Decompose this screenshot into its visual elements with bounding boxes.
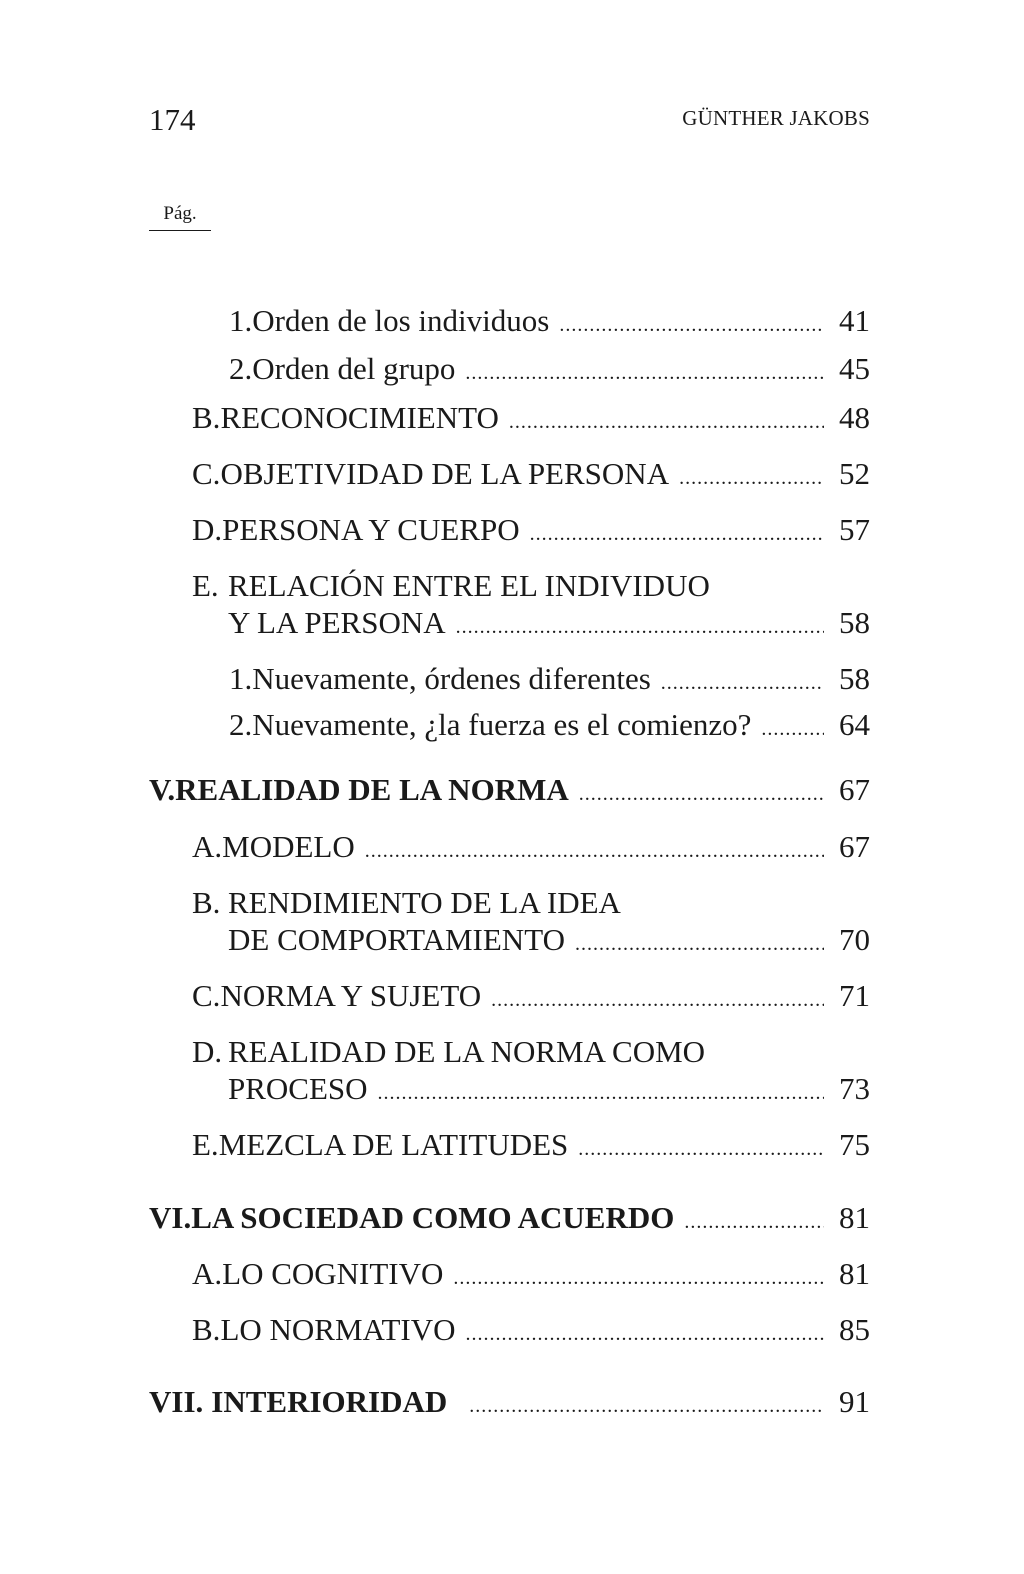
toc-entry — [192, 511, 870, 553]
toc-entry-title-line1: RENDIMIENTO DE LA IDEA — [228, 885, 621, 920]
toc-entry — [228, 1070, 870, 1112]
toc-entry-page: 85 — [839, 1312, 870, 1347]
toc-entry-page: 67 — [839, 772, 870, 807]
toc-entry-number: A. — [192, 829, 223, 864]
toc-entry-title: NORMA Y SUJETO — [220, 978, 482, 1013]
leader-dots — [378, 1074, 824, 1112]
leader-dots — [761, 710, 824, 748]
toc-entry-page: 58 — [839, 661, 870, 696]
toc-entry-number: C. — [192, 978, 221, 1013]
leader-dots — [365, 832, 824, 870]
page-number: 174 — [149, 102, 196, 137]
toc-entry-title: LO NORMATIVO — [220, 1312, 456, 1347]
toc-entry — [229, 660, 870, 702]
toc-entry-number: 2. — [229, 351, 253, 386]
toc-entry — [192, 1126, 870, 1168]
toc-entry — [229, 706, 870, 748]
leader-dots — [684, 1203, 824, 1241]
leader-dots — [679, 459, 824, 497]
toc-entry — [228, 921, 870, 963]
toc-entry-page: 57 — [839, 512, 870, 547]
leader-dots — [579, 775, 824, 813]
toc-chapter-entry — [149, 771, 870, 813]
toc-entry-title: MODELO — [222, 829, 355, 864]
toc-entry-page: 45 — [839, 351, 870, 386]
leader-dots — [456, 608, 824, 646]
toc-entry-number: 1. — [229, 661, 253, 696]
toc-entry — [228, 604, 870, 646]
toc-entry-title: PERSONA Y CUERPO — [222, 512, 520, 547]
toc-entry-title: Orden de los individuos — [252, 303, 550, 338]
toc-entry-title: Nuevamente, órdenes diferentes — [252, 661, 651, 696]
toc-entry-number: VI. — [149, 1200, 192, 1235]
toc-entry-number: B. — [192, 1312, 221, 1347]
toc-entry-title: Nuevamente, ¿la fuerza es el comienzo? — [252, 707, 752, 742]
toc-entry-page: 75 — [839, 1127, 870, 1162]
toc-entry-title-line1: REALIDAD DE LA NORMA COMO — [228, 1034, 706, 1069]
toc-entry-number: E. — [192, 1127, 219, 1162]
running-head: GÜNTHER JAKOBS — [682, 106, 870, 130]
toc-entry-title: Orden del grupo — [252, 351, 456, 386]
toc-entry-title-line2: Y LA PERSONA — [228, 605, 446, 640]
toc-entry-number: C. — [192, 456, 221, 491]
toc-entry — [192, 455, 870, 497]
toc-entry-number: A. — [192, 1256, 223, 1291]
toc-entry-page: 81 — [839, 1200, 870, 1235]
toc-entry-page: 73 — [839, 1071, 870, 1106]
leader-dots — [469, 1387, 824, 1425]
toc-entry-page: 81 — [839, 1256, 870, 1291]
toc-entry — [229, 302, 870, 344]
leader-dots — [491, 981, 824, 1019]
leader-dots — [453, 1259, 824, 1297]
toc-entry-title: RECONOCIMIENTO — [220, 400, 499, 435]
toc-entry-number: 1. — [229, 303, 253, 338]
toc-chapter-entry — [149, 1199, 870, 1241]
toc-entry-title-line1: RELACIÓN ENTRE EL INDIVIDUO — [228, 568, 710, 603]
toc-entry-page: 48 — [839, 400, 870, 435]
toc-entry — [192, 828, 870, 870]
leader-dots — [466, 1315, 824, 1353]
toc-entry-title: LA SOCIEDAD COMO ACUERDO — [191, 1200, 675, 1235]
toc-entry — [192, 977, 870, 1019]
leader-dots — [578, 1130, 824, 1168]
toc-entry-page: 91 — [839, 1384, 870, 1419]
toc-entry-page: 70 — [839, 922, 870, 957]
toc-entry-page: 58 — [839, 605, 870, 640]
toc-entry-page: 52 — [839, 456, 870, 491]
toc-entry-title: MEZCLA DE LATITUDES — [218, 1127, 569, 1162]
leader-dots — [559, 306, 824, 344]
toc-entry-number: B. — [192, 400, 221, 435]
toc-entry-page: 64 — [839, 707, 870, 742]
toc-entry — [192, 399, 870, 441]
toc-entry-page: 67 — [839, 829, 870, 864]
toc-entry-number: V. — [149, 772, 176, 807]
toc-entry — [229, 350, 870, 392]
toc-entry-number: B. — [192, 885, 221, 920]
toc-entry-number: VII. — [149, 1384, 204, 1419]
leader-dots — [575, 925, 824, 963]
leader-dots — [661, 664, 824, 702]
toc-chapter-entry — [149, 1383, 870, 1425]
leader-dots — [509, 403, 824, 441]
leader-dots — [465, 354, 824, 392]
toc-entry-number: D. — [192, 512, 223, 547]
toc-entry-page: 71 — [839, 978, 870, 1013]
toc-entry-title: INTERIORIDAD — [211, 1384, 448, 1419]
toc-entry-title-line2: PROCESO — [228, 1071, 368, 1106]
toc-entry-number: E. — [192, 568, 219, 603]
toc-entry-title: LO COGNITIVO — [222, 1256, 444, 1291]
toc-entry-number: 2. — [229, 707, 253, 742]
toc-entry-page: 41 — [839, 303, 870, 338]
toc-entry — [192, 1311, 870, 1353]
leader-dots — [530, 515, 824, 553]
toc-entry-title-line2: DE COMPORTAMIENTO — [228, 922, 565, 957]
page-column-label: Pág. — [149, 202, 211, 231]
toc-entry-title: OBJETIVIDAD DE LA PERSONA — [220, 456, 670, 491]
toc-entry-number: D. — [192, 1034, 223, 1069]
toc-entry-title: REALIDAD DE LA NORMA — [175, 772, 569, 807]
toc-entry — [192, 1255, 870, 1297]
